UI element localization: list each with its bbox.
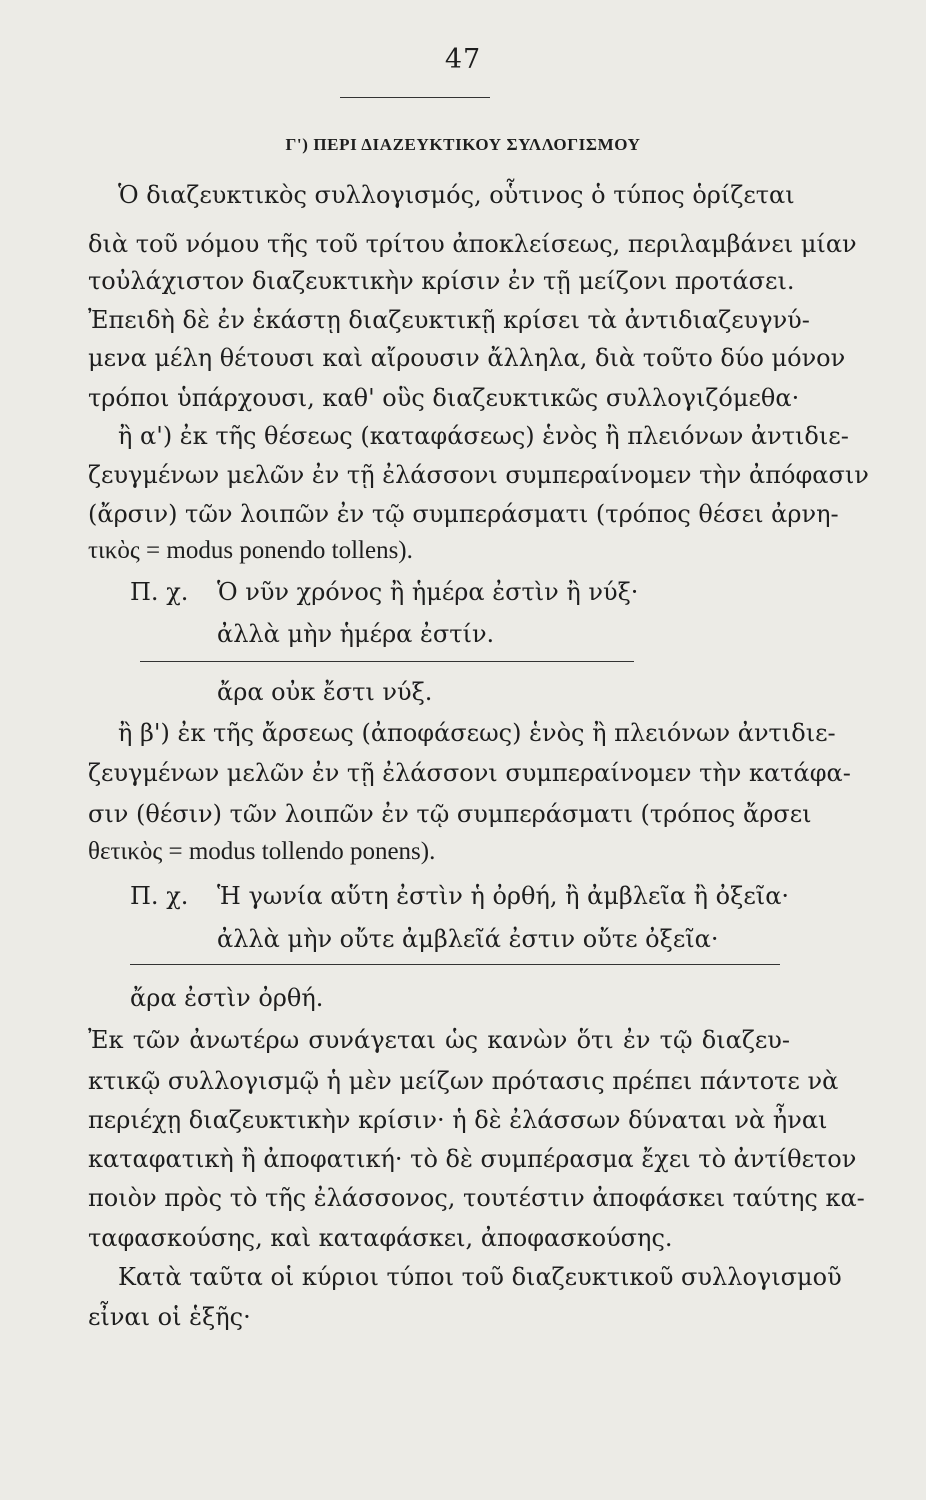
section-heading: Γ') ΠΕΡΙ ΔΙΑΖΕΥΚΤΙΚΟΥ ΣΥΛΛΟΓΙΣΜΟΥ [285, 135, 641, 154]
page-number-rule [340, 97, 490, 98]
example-2-premise-1: Ἡ γωνία αὕτη ἐστὶν ἡ ὀρθή, ἢ ἀμβλεῖα ἢ ὀξεῖα· [217, 882, 790, 910]
mode-2-line-4: θετικὸς = modus tollendo ponens). [88, 838, 436, 865]
mode-1-line-2: ζευγμένων μελῶν ἐν τῇ ἐλάσσονι συμπεραίνομεν τὴν ἀπόφασιν [88, 461, 869, 489]
paragraph-3-line-4: καταφατικὴ ἢ ἀποφατική· τὸ δὲ συμπέρασμα ἔχει τὸ ἀντίθετον [88, 1145, 857, 1173]
example-2-premise-2: ἀλλὰ μὴν οὔτε ἀμβλεῖά ἐστιν οὔτε ὀξεῖα· [217, 925, 719, 953]
paragraph-1-line-3: τοὐλάχιστον διαζευκτικὴν κρίσιν ἐν τῇ μείζονι προτάσει. [88, 267, 795, 295]
page-number: 47 [444, 44, 482, 75]
paragraph-3-line-3: περιέχῃ διαζευκτικὴν κρίσιν· ἡ δὲ ἐλάσσων δύναται νὰ ἦναι [88, 1106, 828, 1134]
example-2-conclusion-rule [130, 964, 780, 965]
mode-1-line-3: (ἄρσιν) τῶν λοιπῶν ἐν τῷ συμπεράσματι (τρόπος θέσει ἀρνη- [88, 500, 839, 528]
example-1-premise-1: Ὁ νῦν χρόνος ἢ ἡμέρα ἐστὶν ἢ νύξ· [217, 578, 639, 606]
paragraph-3-line-1: Ἐκ τῶν ἀνωτέρω συνάγεται ὡς κανὼν ὅτι ἐν τῷ διαζευ- [88, 1026, 790, 1054]
mode-2-line-3: σιν (θέσιν) τῶν λοιπῶν ἐν τῷ συμπεράσματι (τρόπος ἄρσει [88, 800, 812, 828]
paragraph-1-line-1: Ὁ διαζευκτικὸς συλλογισμός, οὗτινος ὁ τύπος ὁρίζεται [118, 181, 795, 209]
example-1-conclusion: ἄρα οὐκ ἔστι νύξ. [217, 678, 433, 706]
example-2-conclusion: ἄρα ἐστὶν ὀρθή. [130, 984, 324, 1012]
example-1-premise-2: ἀλλὰ μὴν ἡμέρα ἐστίν. [217, 620, 495, 648]
paragraph-4-line-2: εἶναι οἱ ἑξῆς· [88, 1303, 251, 1331]
paragraph-2-line-1: Ἐπειδὴ δὲ ἐν ἑκάστῃ διαζευκτικῇ κρίσει τὰ ἀντιδιαζευγνύ- [88, 306, 810, 334]
paragraph-3-line-5: ποιὸν πρὸς τὸ τῆς ἐλάσσονος, τουτέστιν ἀποφάσκει ταύτης κα- [88, 1184, 865, 1212]
mode-2-line-1: ἢ β') ἐκ τῆς ἄρσεως (ἀποφάσεως) ἑνὸς ἢ πλειόνων ἀντιδιε- [118, 719, 836, 747]
example-1-label: Π. χ. [130, 578, 189, 606]
example-1-conclusion-rule [140, 661, 634, 662]
example-2-label: Π. χ. [130, 882, 189, 910]
mode-1-line-4: τικὸς = modus ponendo tollens). [88, 537, 413, 564]
paragraph-4-line-1: Κατὰ ταῦτα οἱ κύριοι τύποι τοῦ διαζευκτικοῦ συλλογισμοῦ [118, 1263, 842, 1291]
paragraph-3-line-2: κτικῷ συλλογισμῷ ἡ μὲν μείζων πρότασις πρέπει πάντοτε νὰ [88, 1067, 839, 1095]
paragraph-1-line-2: διὰ τοῦ νόμου τῆς τοῦ τρίτου ἀποκλείσεως, περιλαμβάνει μίαν [88, 230, 857, 258]
paragraph-3-line-6: ταφασκούσης, καὶ καταφάσκει, ἀποφασκούσης. [88, 1224, 673, 1252]
paragraph-2-line-2: μενα μέλη θέτουσι καὶ αἴρουσιν ἄλληλα, διὰ τοῦτο δύο μόνον [88, 344, 846, 372]
paragraph-2-line-3: τρόποι ὑπάρχουσι, καθ' οὓς διαζευκτικῶς συλλογιζόμεθα· [88, 384, 800, 412]
mode-2-line-2: ζευγμένων μελῶν ἐν τῇ ἐλάσσονι συμπεραίνομεν τὴν κατάφα- [88, 759, 851, 787]
mode-1-line-1: ἢ α') ἐκ τῆς θέσεως (καταφάσεως) ἑνὸς ἢ πλειόνων ἀντιδιε- [118, 422, 849, 450]
